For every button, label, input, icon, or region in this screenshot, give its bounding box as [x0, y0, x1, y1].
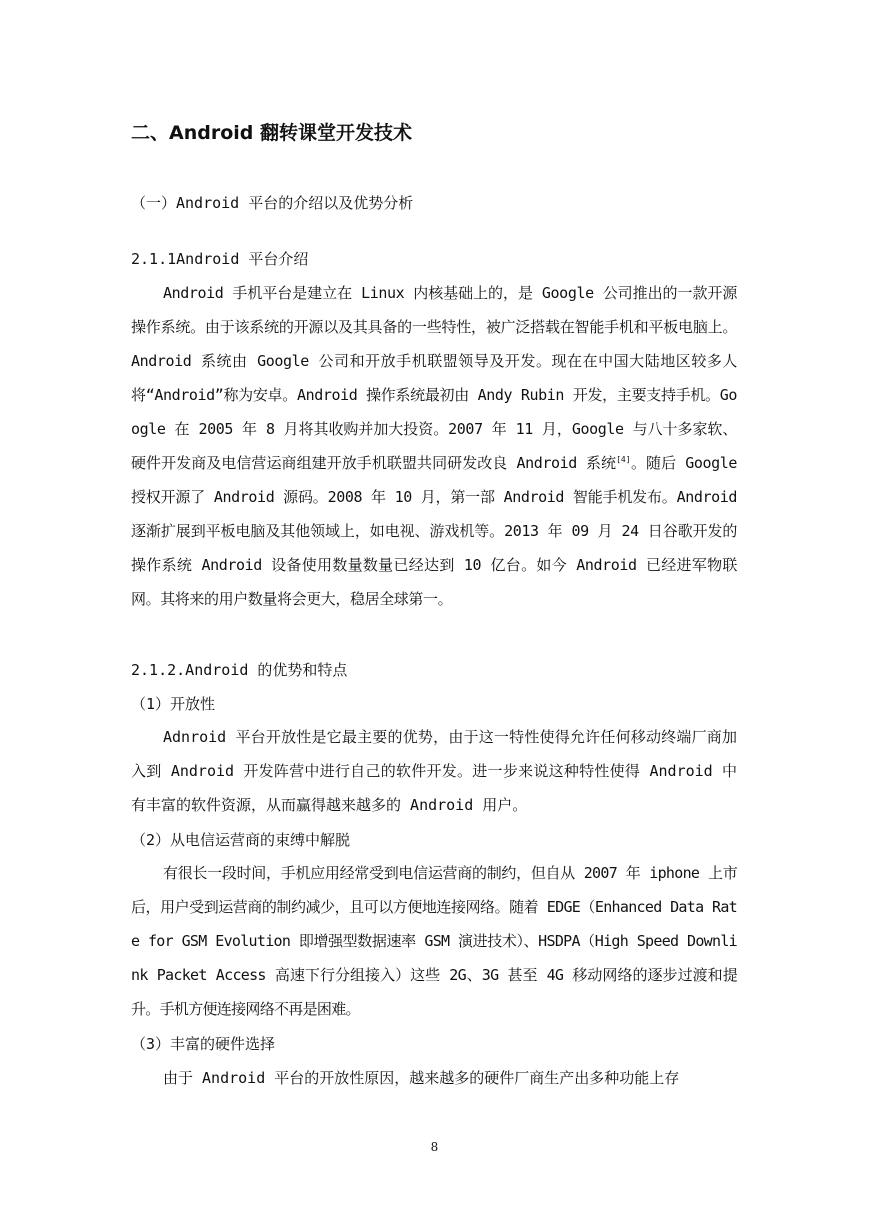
paragraph-carrier-freedom: 有很长一段时间，手机应用经常受到电信运营商的制约，但自从 2007 年 iphone 上市后，用户受到运营商的制约减少，且可以方便地连接网络。随着 EDGE（Enhanced Data Rate for GSM Evolution 即增强型数据速率 GSM 演进技术）、HSDPA（High Speed Downlink Packet Access 高速下行分组接入）这些 2G、3G 甚至 4G 移动网络的逐步过渡和提升。手机方便连接网络不再是困难。 [131, 864, 737, 1018]
paragraph-hardware-choice: 由于 Android 平台的开放性原因，越来越多的硬件厂商生产出多种功能上存 [163, 1069, 680, 1087]
item-title-carrier-freedom: （2）从电信运营商的束缚中解脱 [131, 831, 351, 849]
subsection-title-2-1-1: 2.1.1Android 平台介绍 [131, 250, 309, 268]
page-number: 8 [430, 1140, 439, 1154]
paragraph-text: Android 手机平台是建立在 Linux 内核基础上的，是 Google 公司推出的一款开源操作系统。由于该系统的开源以及其具备的一些特性，被广泛搭载在智能手机和平板电脑上。Android 系统由 Google 公司和开放手机联盟领导及开发。现在在中国大陆地区较多人将“Android”称为安卓。Android 操作系统最初由 Andy Rubin 开发，主要支持手机。Google 在 2005 年 8 月将其收购并加大投资。2007 年 11 月，Google 与八十多家软、硬件开发商及电信营运商组建开放手机联盟共同研发改良 Android 系统 [131, 284, 737, 472]
paragraph-openness: Adnroid 平台开放性是它最主要的优势，由于这一特性使得允许任何移动终端厂商加入到 Android 开发阵营中进行自己的软件开发。进一步来说这种特性使得 Android 中有丰富的软件资源，从而赢得越来越多的 Android 用户。 [131, 728, 737, 814]
paragraph-android-intro [131, 276, 737, 616]
section-title: （一）Android 平台的介绍以及优势分析 [131, 194, 414, 212]
chapter-title: 二、Android 翻转课堂开发技术 [131, 122, 412, 144]
item-title-hardware-choice: （3）丰富的硬件选择 [131, 1035, 276, 1053]
paragraph-text-continued: 。随后 Google 授权开源了 Android 源码。2008 年 10 月，第一部 Android 智能手机发布。Android 逐渐扩展到平板电脑及其他领域上，如电视、游戏机等。2013 年 09 月 24 日谷歌开发的操作系统 Android 设备使用数量数量已经达到 10 亿台。如今 Android 已经进军物联网。其将来的用户数量将会更大，稳居全球第一。 [131, 454, 738, 608]
item-title-openness: （1）开放性 [131, 695, 216, 713]
subsection-title-2-1-2: 2.1.2.Android 的优势和特点 [131, 661, 348, 679]
citation-marker: [4] [616, 455, 631, 464]
